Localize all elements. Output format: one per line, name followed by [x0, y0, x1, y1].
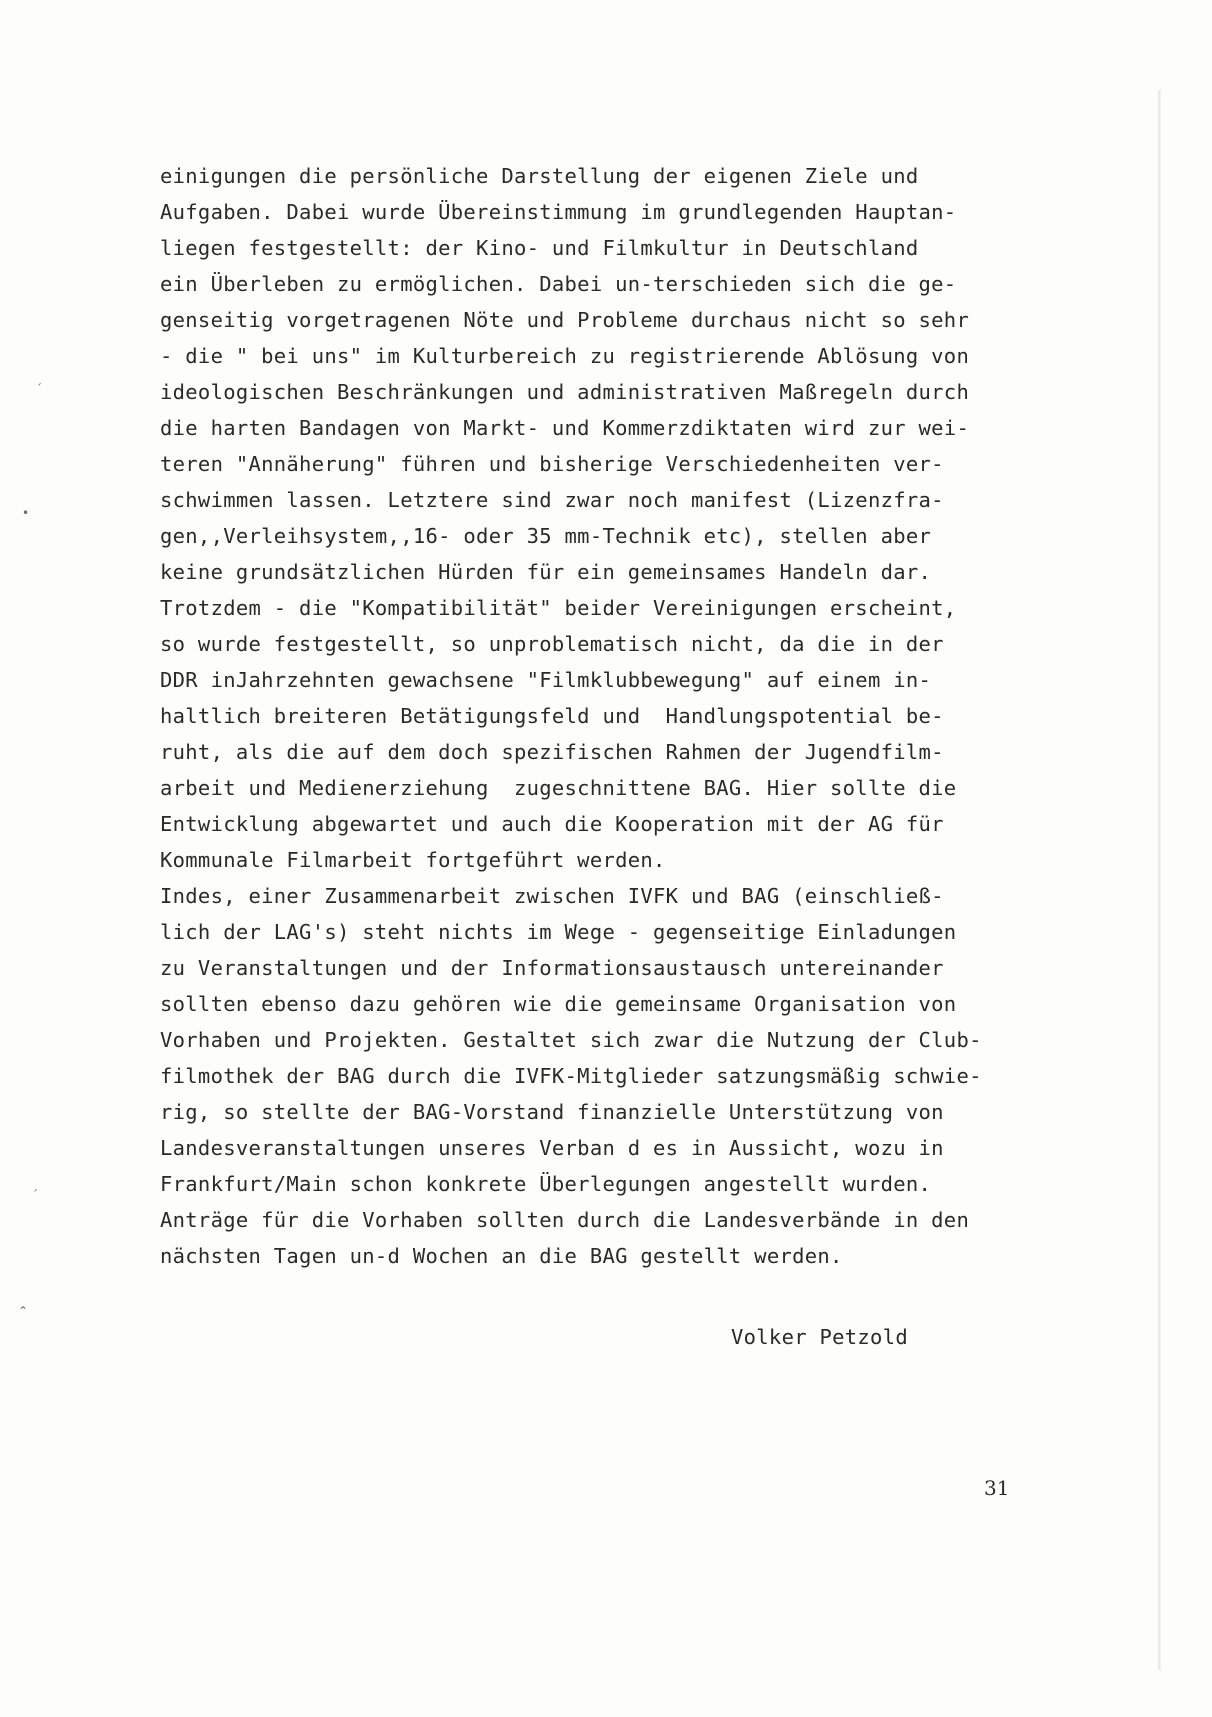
text-line: haltlich breiteren Betätigungsfeld und Handlungspotential be- [160, 704, 944, 728]
text-line: ruht, als die auf dem doch spezifischen Rahmen der Jugendfilm- [160, 740, 944, 764]
text-line: genseitig vorgetragenen Nöte und Probleme durchaus nicht so sehr [160, 308, 970, 332]
text-line: gen,,Verleihsystem,,16- oder 35 mm-Technik etc), stellen aber [160, 524, 932, 548]
text-line: filmothek der BAG durch die IVFK-Mitglieder satzungsmäßig schwie- [160, 1064, 982, 1088]
text-line: nächsten Tagen un-d Wochen an die BAG gestellt werden. [160, 1244, 843, 1268]
text-line: Entwicklung abgewartet und auch die Kooperation mit der AG für [160, 812, 944, 836]
text-line: keine grundsätzlichen Hürden für ein gemeinsames Handeln dar. [160, 560, 932, 584]
text-line: Trotzdem - die "Kompatibilität" beider Vereinigungen erscheint, [160, 596, 957, 620]
text-line: ideologischen Beschränkungen und administrativen Maßregeln durch [160, 380, 970, 404]
text-line: schwimmen lassen. Letztere sind zwar noch manifest (Lizenzfra- [160, 488, 944, 512]
text-line: DDR inJahrzehnten gewachsene "Filmklubbewegung" auf einem in- [160, 668, 932, 692]
text-line: ein Überleben zu ermöglichen. Dabei un-terschieden sich die ge- [160, 272, 957, 296]
text-line: Frankfurt/Main schon konkrete Überlegungen angestellt wurden. [160, 1172, 932, 1196]
page-number: 31 [984, 1476, 1010, 1500]
body-text [160, 158, 1160, 1274]
text-line: Indes, einer Zusammenarbeit zwischen IVFK und BAG (einschließ- [160, 884, 944, 908]
text-line: liegen festgestellt: der Kino- und Filmkultur in Deutschland [160, 236, 919, 260]
scan-speck: ⌃ [18, 1304, 29, 1318]
text-line: einigungen die persönliche Darstellung der eigenen Ziele und [160, 164, 919, 188]
text-line: lich der LAG's) steht nichts im Wege - gegenseitige Einladungen [160, 920, 957, 944]
text-line: arbeit und Medienerziehung zugeschnittene BAG. Hier sollte die [160, 776, 957, 800]
text-line: Aufgaben. Dabei wurde Übereinstimmung im grundlegenden Hauptan- [160, 200, 957, 224]
text-line: sollten ebenso dazu gehören wie die gemeinsame Organisation von [160, 992, 957, 1016]
text-line: rig, so stellte der BAG-Vorstand finanzielle Unterstützung von [160, 1100, 944, 1124]
author-signature: Volker Petzold [731, 1325, 908, 1349]
text-line: so wurde festgestellt, so unproblematisch nicht, da die in der [160, 632, 944, 656]
text-line: Vorhaben und Projekten. Gestaltet sich zwar die Nutzung der Club- [160, 1028, 982, 1052]
scan-speck: ˊ [36, 382, 42, 396]
text-line: Anträge für die Vorhaben sollten durch die Landesverbände in den [160, 1208, 970, 1232]
text-line: zu Veranstaltungen und der Informationsaustausch untereinander [160, 956, 944, 980]
scan-speck: ˊ [32, 1188, 38, 1202]
text-line: teren "Annäherung" führen und bisherige Verschiedenheiten ver- [160, 452, 944, 476]
text-line: - die " bei uns" im Kulturbereich zu registrierende Ablösung von [160, 344, 970, 368]
text-line: die harten Bandagen von Markt- und Kommerzdiktaten wird zur wei- [160, 416, 970, 440]
text-line: Kommunale Filmarbeit fortgeführt werden. [160, 848, 666, 872]
scan-speck: • [22, 506, 30, 520]
text-line: Landesveranstaltungen unseres Verban d es in Aussicht, wozu in [160, 1136, 944, 1160]
